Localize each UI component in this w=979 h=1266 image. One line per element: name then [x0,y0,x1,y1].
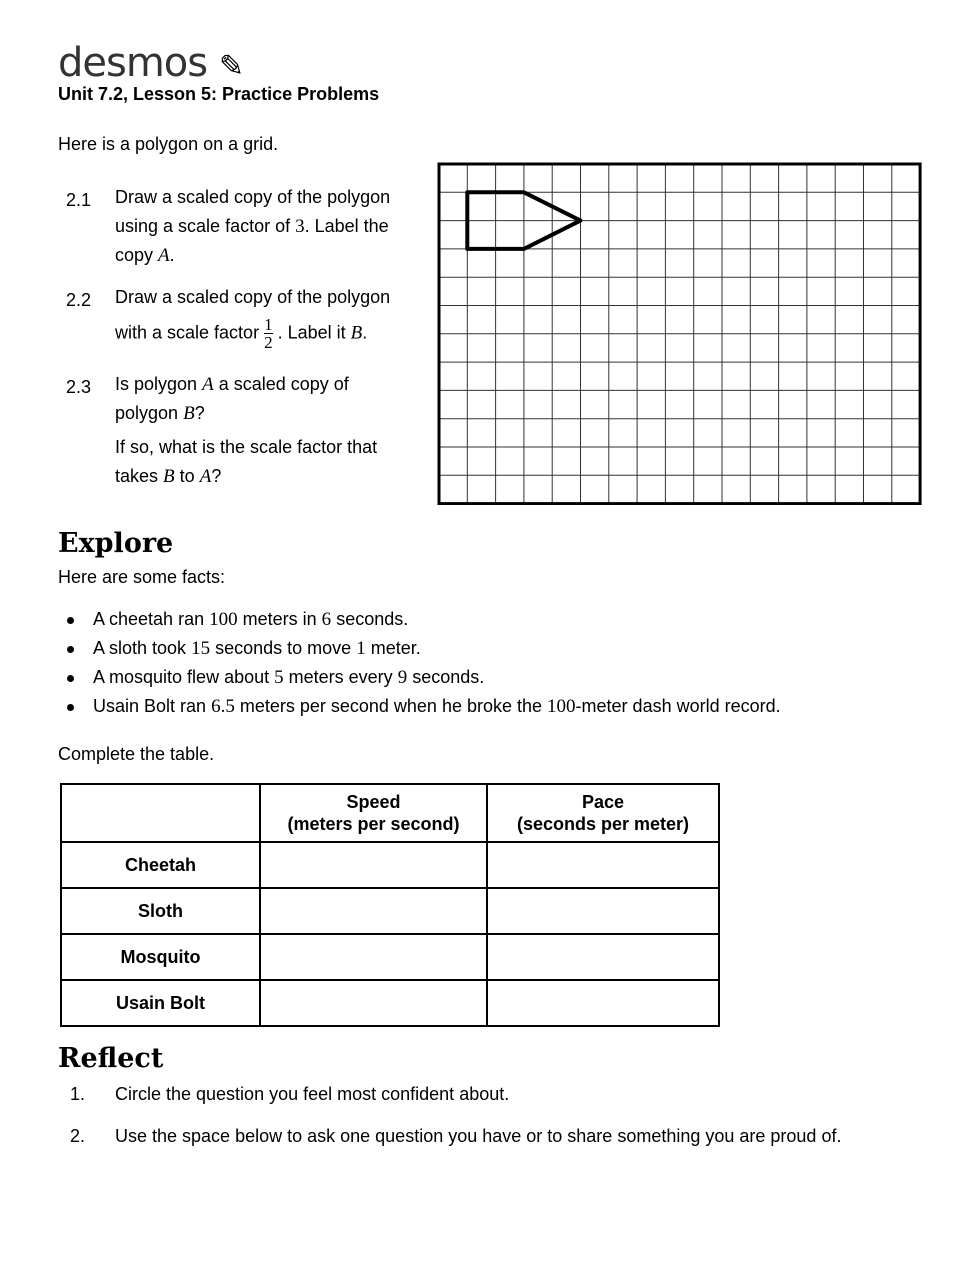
explore-heading: Explore [58,528,174,559]
facts-list [58,605,781,721]
empty-header [61,784,260,842]
reflect-heading: Reflect [58,1043,164,1074]
table-row [61,842,719,888]
speed-cell[interactable] [260,888,487,934]
question-2-2: Draw a scaled copy of the polygon with a scale factor $\frac{1}{2}$ . Label it B. [115,287,391,352]
speed-pace-table [60,783,720,1027]
fact-item: Usain Bolt ran 6.5 meters per second when he broke the 100-meter dash world record. [58,692,781,721]
speed-cell[interactable] [260,842,487,888]
pencil-icon: ✎ [218,49,243,84]
row-label: Cheetah [61,842,260,888]
fraction: $\frac{1}{2}$ [264,315,273,352]
question-number: 2.2 [66,290,92,310]
speed-cell[interactable] [260,980,487,1026]
table-row [61,980,719,1026]
row-label: Mosquito [61,934,260,980]
pace-header: Pace (seconds per meter) [487,784,719,842]
reflect-item: Use the space below to ask one question you have or to share something you are proud of. [115,1126,842,1146]
pace-cell[interactable] [487,980,719,1026]
row-label: Sloth [61,888,260,934]
reflect-number: 1. [70,1084,86,1104]
row-label: Usain Bolt [61,980,260,1026]
table-instruction: Complete the table. [58,744,215,764]
speed-header: Speed (meters per second) [260,784,487,842]
pace-cell[interactable] [487,888,719,934]
table-row [61,934,719,980]
polygon-grid[interactable] [437,162,923,505]
question-2-1: Draw a scaled copy of the polygon using a scale factor of 3. Label the copy A. [115,187,391,266]
intro-text: Here is a polygon on a grid. [58,134,279,154]
explore-intro: Here are some facts: [58,567,226,587]
table-row [61,888,719,934]
fact-item: A mosquito flew about 5 meters every 9 seconds. [58,663,781,692]
reflect-number: 2. [70,1126,86,1146]
fact-item: A sloth took 15 seconds to move 1 meter. [58,634,781,663]
question-2-3: Is polygon A a scaled copy of polygon B? If so, what is the scale factor that takes B to A? [115,374,378,487]
fact-item: A cheetah ran 100 meters in 6 seconds. [58,605,781,634]
question-number: 2.1 [66,190,92,210]
page-title: Unit 7.2, Lesson 5: Practice Problems [58,84,380,104]
question-number: 2.3 [66,377,92,397]
reflect-item: Circle the question you feel most confident about. [115,1084,510,1104]
pace-cell[interactable] [487,842,719,888]
desmos-logo: desmos ✎ [58,40,243,86]
pace-cell[interactable] [487,934,719,980]
speed-cell[interactable] [260,934,487,980]
